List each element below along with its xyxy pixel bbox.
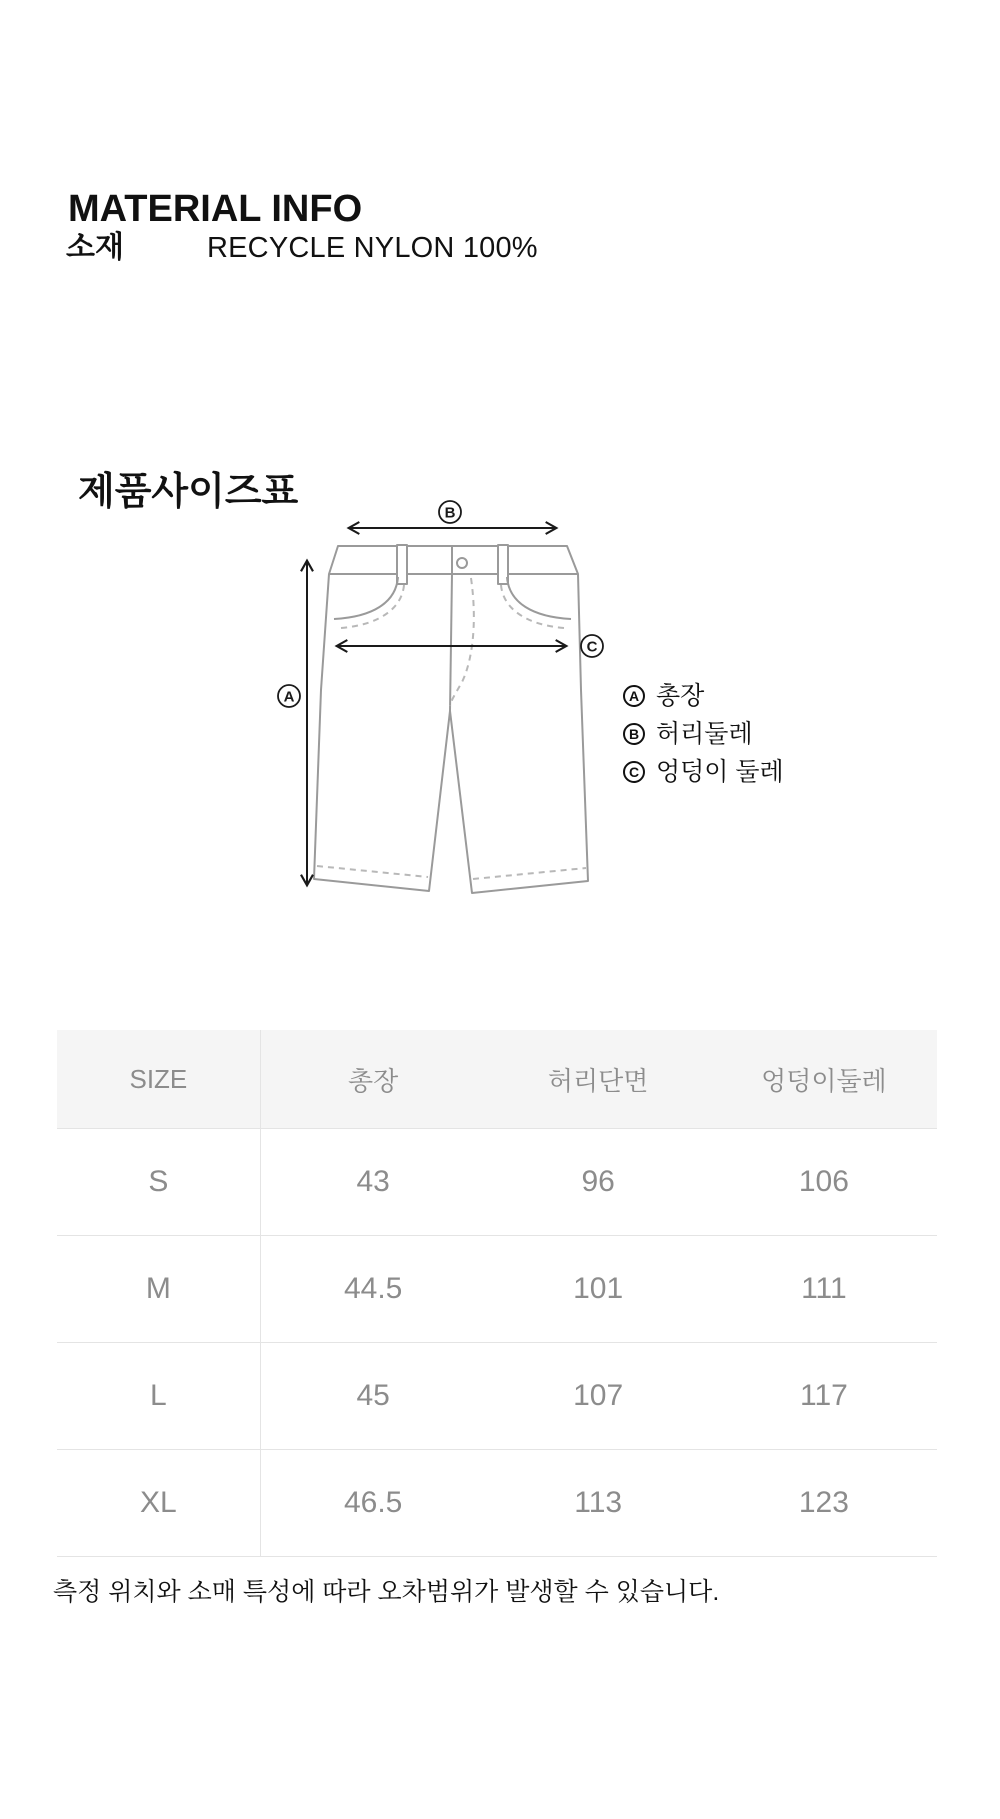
header-hip: 엉덩이둘레 <box>711 1030 937 1129</box>
circled-a-icon: A <box>623 685 645 707</box>
cell-value: 113 <box>486 1450 711 1557</box>
material-value: RECYCLE NYLON 100% <box>207 232 538 264</box>
material-info-title: MATERIAL INFO <box>68 187 363 230</box>
label-b-icon: B <box>444 504 456 522</box>
size-table-header-row <box>57 1030 937 1129</box>
header-waist: 허리단면 <box>486 1030 711 1129</box>
size-table <box>57 1030 937 1557</box>
circled-c-icon: C <box>623 761 645 783</box>
cell-value: 106 <box>711 1129 937 1236</box>
measurement-note: 측정 위치와 소매 특성에 따라 오차범위가 발생할 수 있습니다. <box>53 1578 720 1606</box>
circled-b-icon: B <box>623 723 645 745</box>
cell-value: 101 <box>486 1236 711 1343</box>
cell-value: 123 <box>711 1450 937 1557</box>
cell-value: 96 <box>486 1129 711 1236</box>
table-row <box>57 1236 937 1343</box>
table-row <box>57 1129 937 1236</box>
shorts-measurement-diagram <box>270 495 620 905</box>
cell-value: 43 <box>260 1129 485 1236</box>
cell-value: 46.5 <box>260 1450 485 1557</box>
cell-value: 117 <box>711 1343 937 1450</box>
material-label: 소재 <box>66 231 124 264</box>
material-row <box>66 231 538 265</box>
cell-value: 111 <box>711 1236 937 1343</box>
cell-size: S <box>57 1129 260 1236</box>
cell-size: M <box>57 1236 260 1343</box>
header-length: 총장 <box>260 1030 485 1129</box>
label-a-icon: A <box>283 688 295 706</box>
cell-value: 44.5 <box>260 1236 485 1343</box>
cell-size: L <box>57 1343 260 1450</box>
shorts-diagram-svg <box>270 495 620 905</box>
label-c-icon: C <box>586 638 598 656</box>
header-size: SIZE <box>57 1030 260 1129</box>
measurement-legend <box>623 677 784 791</box>
legend-item-length: A 총장 <box>623 677 784 715</box>
shorts-outline <box>314 545 588 893</box>
size-chart-title: 제품사이즈표 <box>78 470 299 513</box>
legend-item-hip: C 엉덩이 둘레 <box>623 753 784 791</box>
cell-value: 107 <box>486 1343 711 1450</box>
legend-item-waist: B 허리둘레 <box>623 715 784 753</box>
cell-size: XL <box>57 1450 260 1557</box>
cell-value: 45 <box>260 1343 485 1450</box>
table-row <box>57 1343 937 1450</box>
table-row <box>57 1450 937 1557</box>
